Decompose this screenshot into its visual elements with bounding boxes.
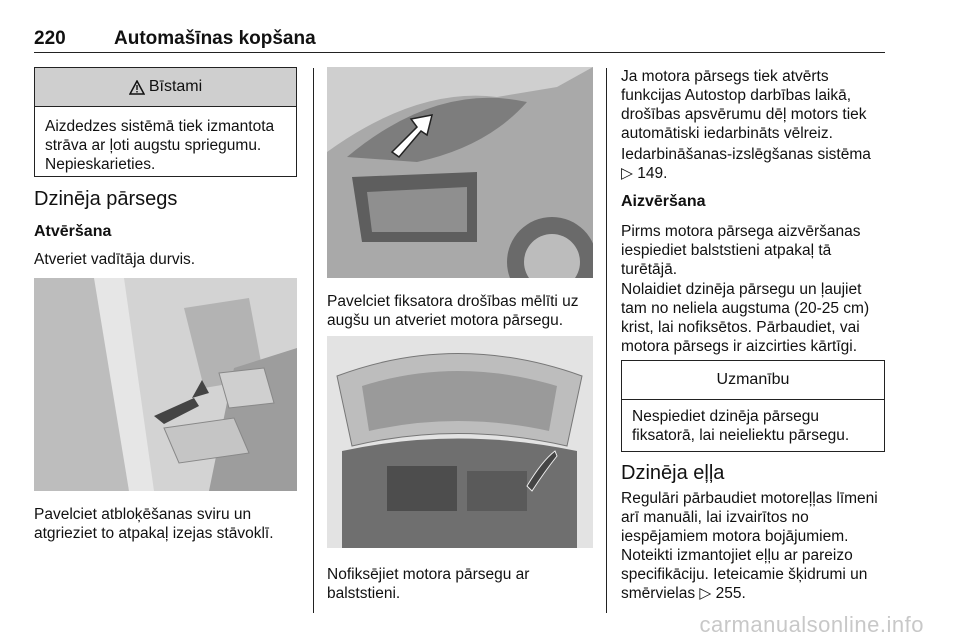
column-divider-2 xyxy=(606,68,607,613)
notice-text: Nespiediet dzinēja pārsegu fiksatorā, lai neieliektu pārsegu. xyxy=(632,408,850,444)
notice-title: Uzmanību xyxy=(716,371,790,388)
page-ref-arrow-icon: ▷ xyxy=(621,165,638,182)
section-title-hood: Dzinēja pārsegs xyxy=(34,188,178,210)
stop-start-text: Iedarbināšanas-izslēgšanas sistēma xyxy=(621,146,871,163)
fluids-page-ref[interactable]: 255. xyxy=(715,585,746,602)
engine-oil-paragraph xyxy=(621,489,891,603)
stop-start-reference xyxy=(621,145,889,183)
open-hood-prop-rod-image xyxy=(327,336,593,548)
section-title-engine-oil: Dzinēja eļļa xyxy=(621,462,725,484)
warning-triangle-icon xyxy=(129,80,145,95)
subsection-title-closing: Aizvēršana xyxy=(621,193,706,210)
image1-caption: Pavelciet atbloķēšanas sviru un atgrieziet to atpakaļ izejas stāvoklī. xyxy=(34,506,274,542)
intro-text: Atveriet vadītāja durvis. xyxy=(34,251,196,268)
closing-paragraph-1: Pirms motora pārsega aizvēršanas iespiediet balststieni atpakaļ tā turētājā. xyxy=(621,223,861,278)
page-number: 220 xyxy=(34,28,66,49)
closing-paragraph-2: Nolaidiet dzinēja pārsegu un ļaujiet tam no neliela augstuma (20-25 cm) krist, lai nofiksētos. Pārbaudiet, vai motora pārsegs ir aizcirties kārtīgi. xyxy=(621,281,870,355)
footwell-release-lever-image xyxy=(34,278,297,491)
image2-caption: Pavelciet fiksatora drošības mēlīti uz augšu un atveriet motora pārsegu. xyxy=(327,293,579,329)
hood-safety-catch-image xyxy=(327,67,593,278)
page-ref-arrow-icon: ▷ xyxy=(699,585,712,602)
watermark: carmanualsonline.info xyxy=(699,612,924,637)
column-divider-1 xyxy=(313,68,314,613)
notice-box-header xyxy=(622,361,884,400)
warning-title: Bīstami xyxy=(148,78,203,95)
subsection-title-opening: Atvēršana xyxy=(34,223,112,240)
notice-box xyxy=(621,360,885,452)
chapter-title: Automašīnas kopšana xyxy=(114,28,316,49)
engine-oil-text: Regulāri pārbaudiet motoreļļas līmeni arī manuāli, lai izvairītos no iespējamiem motora bojājumiem. Noteikti izmantojiet eļļu ar pareizo specifikāciju. Ieteicamie šķidrumi un smērvielas xyxy=(621,490,878,602)
warning-box-header xyxy=(35,68,296,107)
stop-start-page-ref[interactable]: 149. xyxy=(637,165,668,182)
page-header xyxy=(34,26,885,53)
image3-caption: Nofiksējiet motora pārsegu ar balststieni. xyxy=(327,566,530,602)
warning-box xyxy=(34,67,297,177)
autostop-paragraph: Ja motora pārsegs tiek atvērts funkcijas Autostop darbības laikā, drošības apsvērumu dēļ motors tiek automātiski iedarbināts vēlreiz. xyxy=(621,68,867,142)
warning-text: Aizdedzes sistēmā tiek izmantota strāva ar ļoti augstu spriegumu. Nepieskarieties. xyxy=(45,118,275,173)
